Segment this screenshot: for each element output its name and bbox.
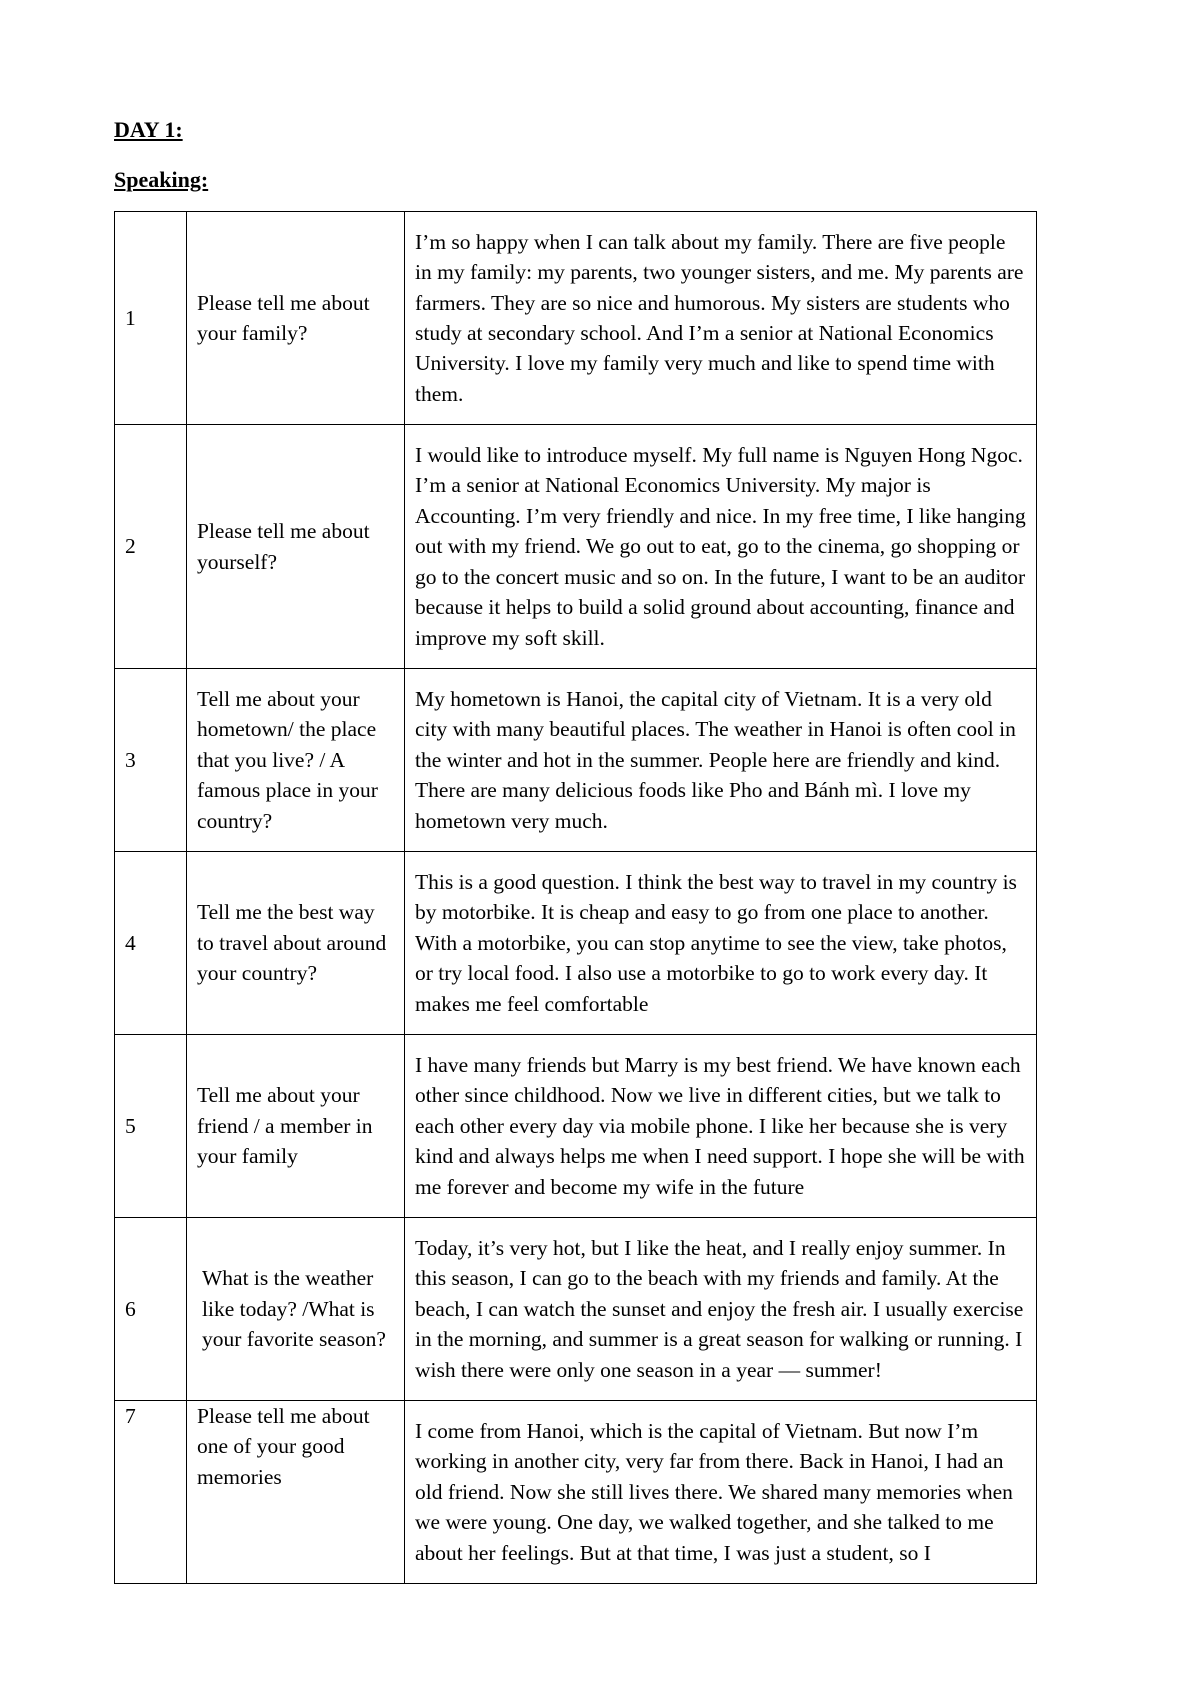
answer-text: This is a good question. I think the best way to travel in my country is by motorbike. It is cheap and easy to go from one place to another. With a motorbike, you can stop anytime to see the view, take photos, or try local food. I also use a motorbike to go to work every day. It makes me feel comfortable [415,869,1017,1016]
answer-text: I come from Hanoi, which is the capital of Vietnam. But now I’m working in another city, very far from there. Back in Hanoi, I had an old friend. Now she still lives there. We shared many memories when we were young. One day, we walked together, and she talked to me about her feelings. But at that time, I was just a student, so I [415,1418,1013,1565]
table-row [115,1035,1037,1218]
question-text: Tell me about your friend / a member in your family [197,1083,373,1169]
answer-text: I’m so happy when I can talk about my family. There are five people in my family: my parents, two younger sisters, and me. My parents are farmers. They are so nice and humorous. My sisters are students who study at secondary school. And I’m a senior at National Economics University. I love my family very much and like to spend time with them. [415,229,1024,406]
question-text: Please tell me about your family? [197,290,370,345]
question-text: Please tell me about one of your good memories [197,1404,370,1489]
question-cell [187,1035,405,1218]
row-number: 2 [115,425,187,669]
answer-cell [405,425,1037,669]
day-heading: DAY 1: [114,117,183,142]
table-row [115,852,1037,1035]
answer-cell [405,669,1037,852]
row-number: 7 [115,1401,187,1584]
answer-cell [405,1401,1037,1584]
table-row [115,1218,1037,1401]
question-text: Please tell me about yourself? [197,519,370,574]
answer-text: Today, it’s very hot, but I like the heat, and I really enjoy summer. In this season, I can go to the beach with my friends and family. At the beach, I can watch the sunset and enjoy the fresh air. I usually exercise in the morning, and summer is a great season for walking or running. I wish there were only one season in a year — summer! [415,1235,1024,1382]
table-row [115,212,1037,425]
row-number: 5 [115,1035,187,1218]
question-cell [187,852,405,1035]
answer-cell [405,1218,1037,1401]
answer-text: I have many friends but Marry is my best friend. We have known each other since childhood. Now we live in different cities, but we talk to each other every day via mobile phone. I like her because she is very kind and always helps me when I need support. I hope she will be with me forever and become my wife in the future [415,1052,1025,1199]
question-cell [187,212,405,425]
table-row [115,1401,1037,1584]
question-cell [187,1218,405,1401]
answer-text: I would like to introduce myself. My full name is Nguyen Hong Ngoc. I’m a senior at National Economics University. My major is Accounting. I’m very friendly and nice. In my free time, I like hanging out with my friend. We go out to eat, go to the cinema, go shopping or go to the concert music and so on. In the future, I want to be an auditor because it helps to build a solid ground about accounting, finance and improve my soft skill. [415,443,1026,650]
row-number: 1 [115,212,187,425]
question-cell [187,669,405,852]
question-cell [187,1401,405,1584]
answer-text: My hometown is Hanoi, the capital city of Vietnam. It is a very old city with many beautiful places. The weather in Hanoi is often cool in the winter and hot in the summer. People here are friendly and kind. There are many delicious foods like Pho and Bánh mì. I love my hometown very much. [415,686,1016,833]
question-text: Tell me the best way to travel about around your country? [197,900,387,986]
speaking-qa-table [114,211,1037,1584]
table-row [115,425,1037,669]
answer-cell [405,212,1037,425]
table-row [115,669,1037,852]
row-number: 4 [115,852,187,1035]
answer-cell [405,1035,1037,1218]
question-cell [187,425,405,669]
question-text: Tell me about your hometown/ the place that you live? / A famous place in your country? [197,686,378,833]
speaking-heading: Speaking: [114,167,209,192]
row-number: 3 [115,669,187,852]
answer-cell [405,852,1037,1035]
row-number: 6 [115,1218,187,1401]
question-text: What is the weather like today? /What is your favorite season? [202,1266,386,1352]
